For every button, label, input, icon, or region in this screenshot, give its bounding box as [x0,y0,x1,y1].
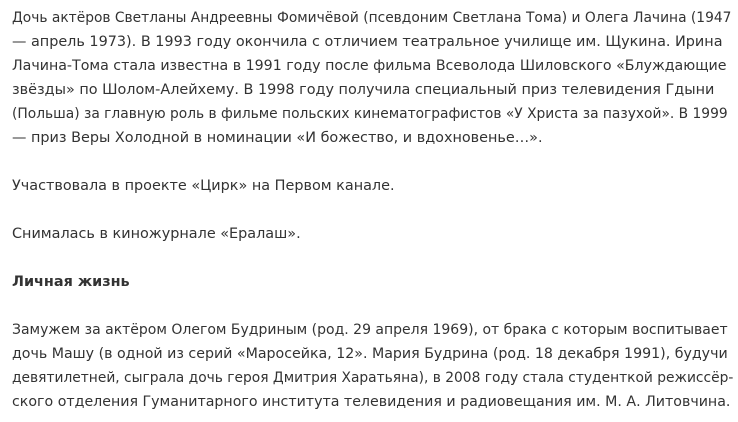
text-line: Снималась в киножурнале «Ералаш». [12,226,301,242]
text-line: (Польша) за главную роль в фильме польских кинематографистов «У Христа за пазухой». В 1999 [12,106,728,122]
text-line: звёзды» по Шолом-Алейхему. В 1998 году получила специальный приз телевидения Гдыни [12,82,715,98]
text-line: Участвовала в проекте «Цирк» на Первом канале. [12,178,395,194]
text-line: Замужем за актёром Олегом Будриным (род. 29 апреля 1969), от брака с которым воспитывает [12,322,728,338]
text-line: — апрель 1973). В 1993 году окончила с отличием театральное училище им. Щукина. Ирина [12,34,723,50]
text-line: — приз Веры Холодной в номинации «И божество, и вдохновенье…». [12,130,543,146]
text-line: девятилетней, сыграла дочь героя Дмитрия Харатьяна), в 2008 году стала студенткой режиссёр- [12,370,734,386]
section-heading-personal-life: Личная жизнь [12,274,130,290]
text-line: дочь Машу (в одной из серий «Маросейка, 12». Мария Будрина (род. 18 декабря 1991), будучи [12,346,728,362]
text-line: ского отделения Гуманитарного института телевидения и радиовещания им. М. А. Литовчина. [12,394,731,410]
text-line: Дочь актёров Светланы Андреевны Фомичёвой (псевдоним Светлана Тома) и Олега Лачина (1947 [12,10,732,26]
text-line: Лачина-Тома стала известна в 1991 году после фильма Всеволода Шиловского «Блуждающие [12,58,727,74]
